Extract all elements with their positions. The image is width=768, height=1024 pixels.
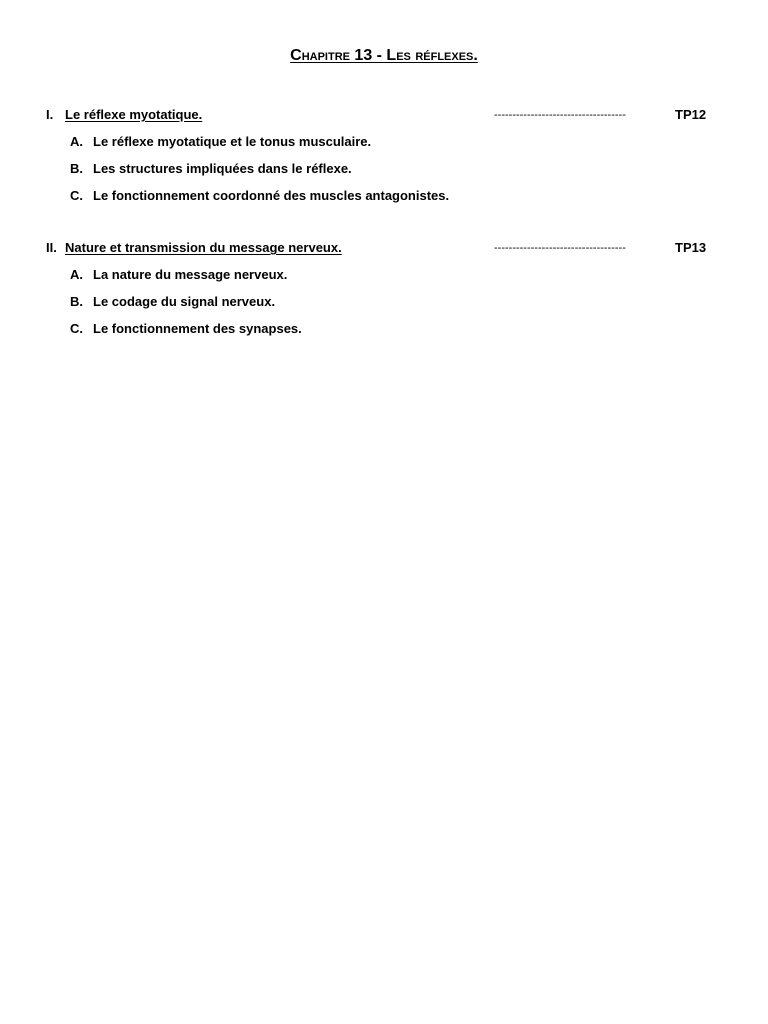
subsection-text: Le codage du signal nerveux. [93, 294, 276, 309]
dotted-leader: ------------------------------------ [494, 109, 626, 121]
section-heading [0, 106, 768, 124]
section-1 [0, 106, 768, 205]
subsection-letter: B. [70, 294, 83, 309]
dotted-leader: ------------------------------------ [494, 242, 626, 254]
subsection-letter: A. [70, 267, 83, 282]
section-2 [0, 239, 768, 338]
tp-reference: TP13 [675, 240, 707, 255]
subsection-letter: B. [70, 161, 83, 176]
subsection-text: Le réflexe myotatique et le tonus musculaire. [93, 134, 372, 149]
tp-reference: TP12 [675, 107, 707, 122]
subsection-item [0, 266, 768, 284]
subsection-item [0, 187, 768, 205]
subsection-text: Le fonctionnement des synapses. [93, 321, 302, 336]
subsection-text: La nature du message nerveux. [93, 267, 288, 282]
subsection-text: Les structures impliquées dans le réflexe. [93, 161, 352, 176]
subsection-letter: A. [70, 134, 83, 149]
subsection-text: Le fonctionnement coordonné des muscles antagonistes. [93, 188, 450, 203]
section-title: Le réflexe myotatique. [65, 107, 203, 122]
subsection-item [0, 160, 768, 178]
section-number: II. [46, 240, 57, 255]
section-number: I. [46, 107, 54, 122]
section-heading [0, 239, 768, 257]
subsection-letter: C. [70, 188, 83, 203]
chapter-title [0, 46, 768, 66]
section-title: Nature et transmission du message nerveux. [65, 240, 342, 255]
subsection-item [0, 133, 768, 151]
subsection-item [0, 320, 768, 338]
chapter-title-text: Chapitre 13 - Les réflexes. [290, 47, 478, 64]
subsection-item [0, 293, 768, 311]
subsection-letter: C. [70, 321, 83, 336]
